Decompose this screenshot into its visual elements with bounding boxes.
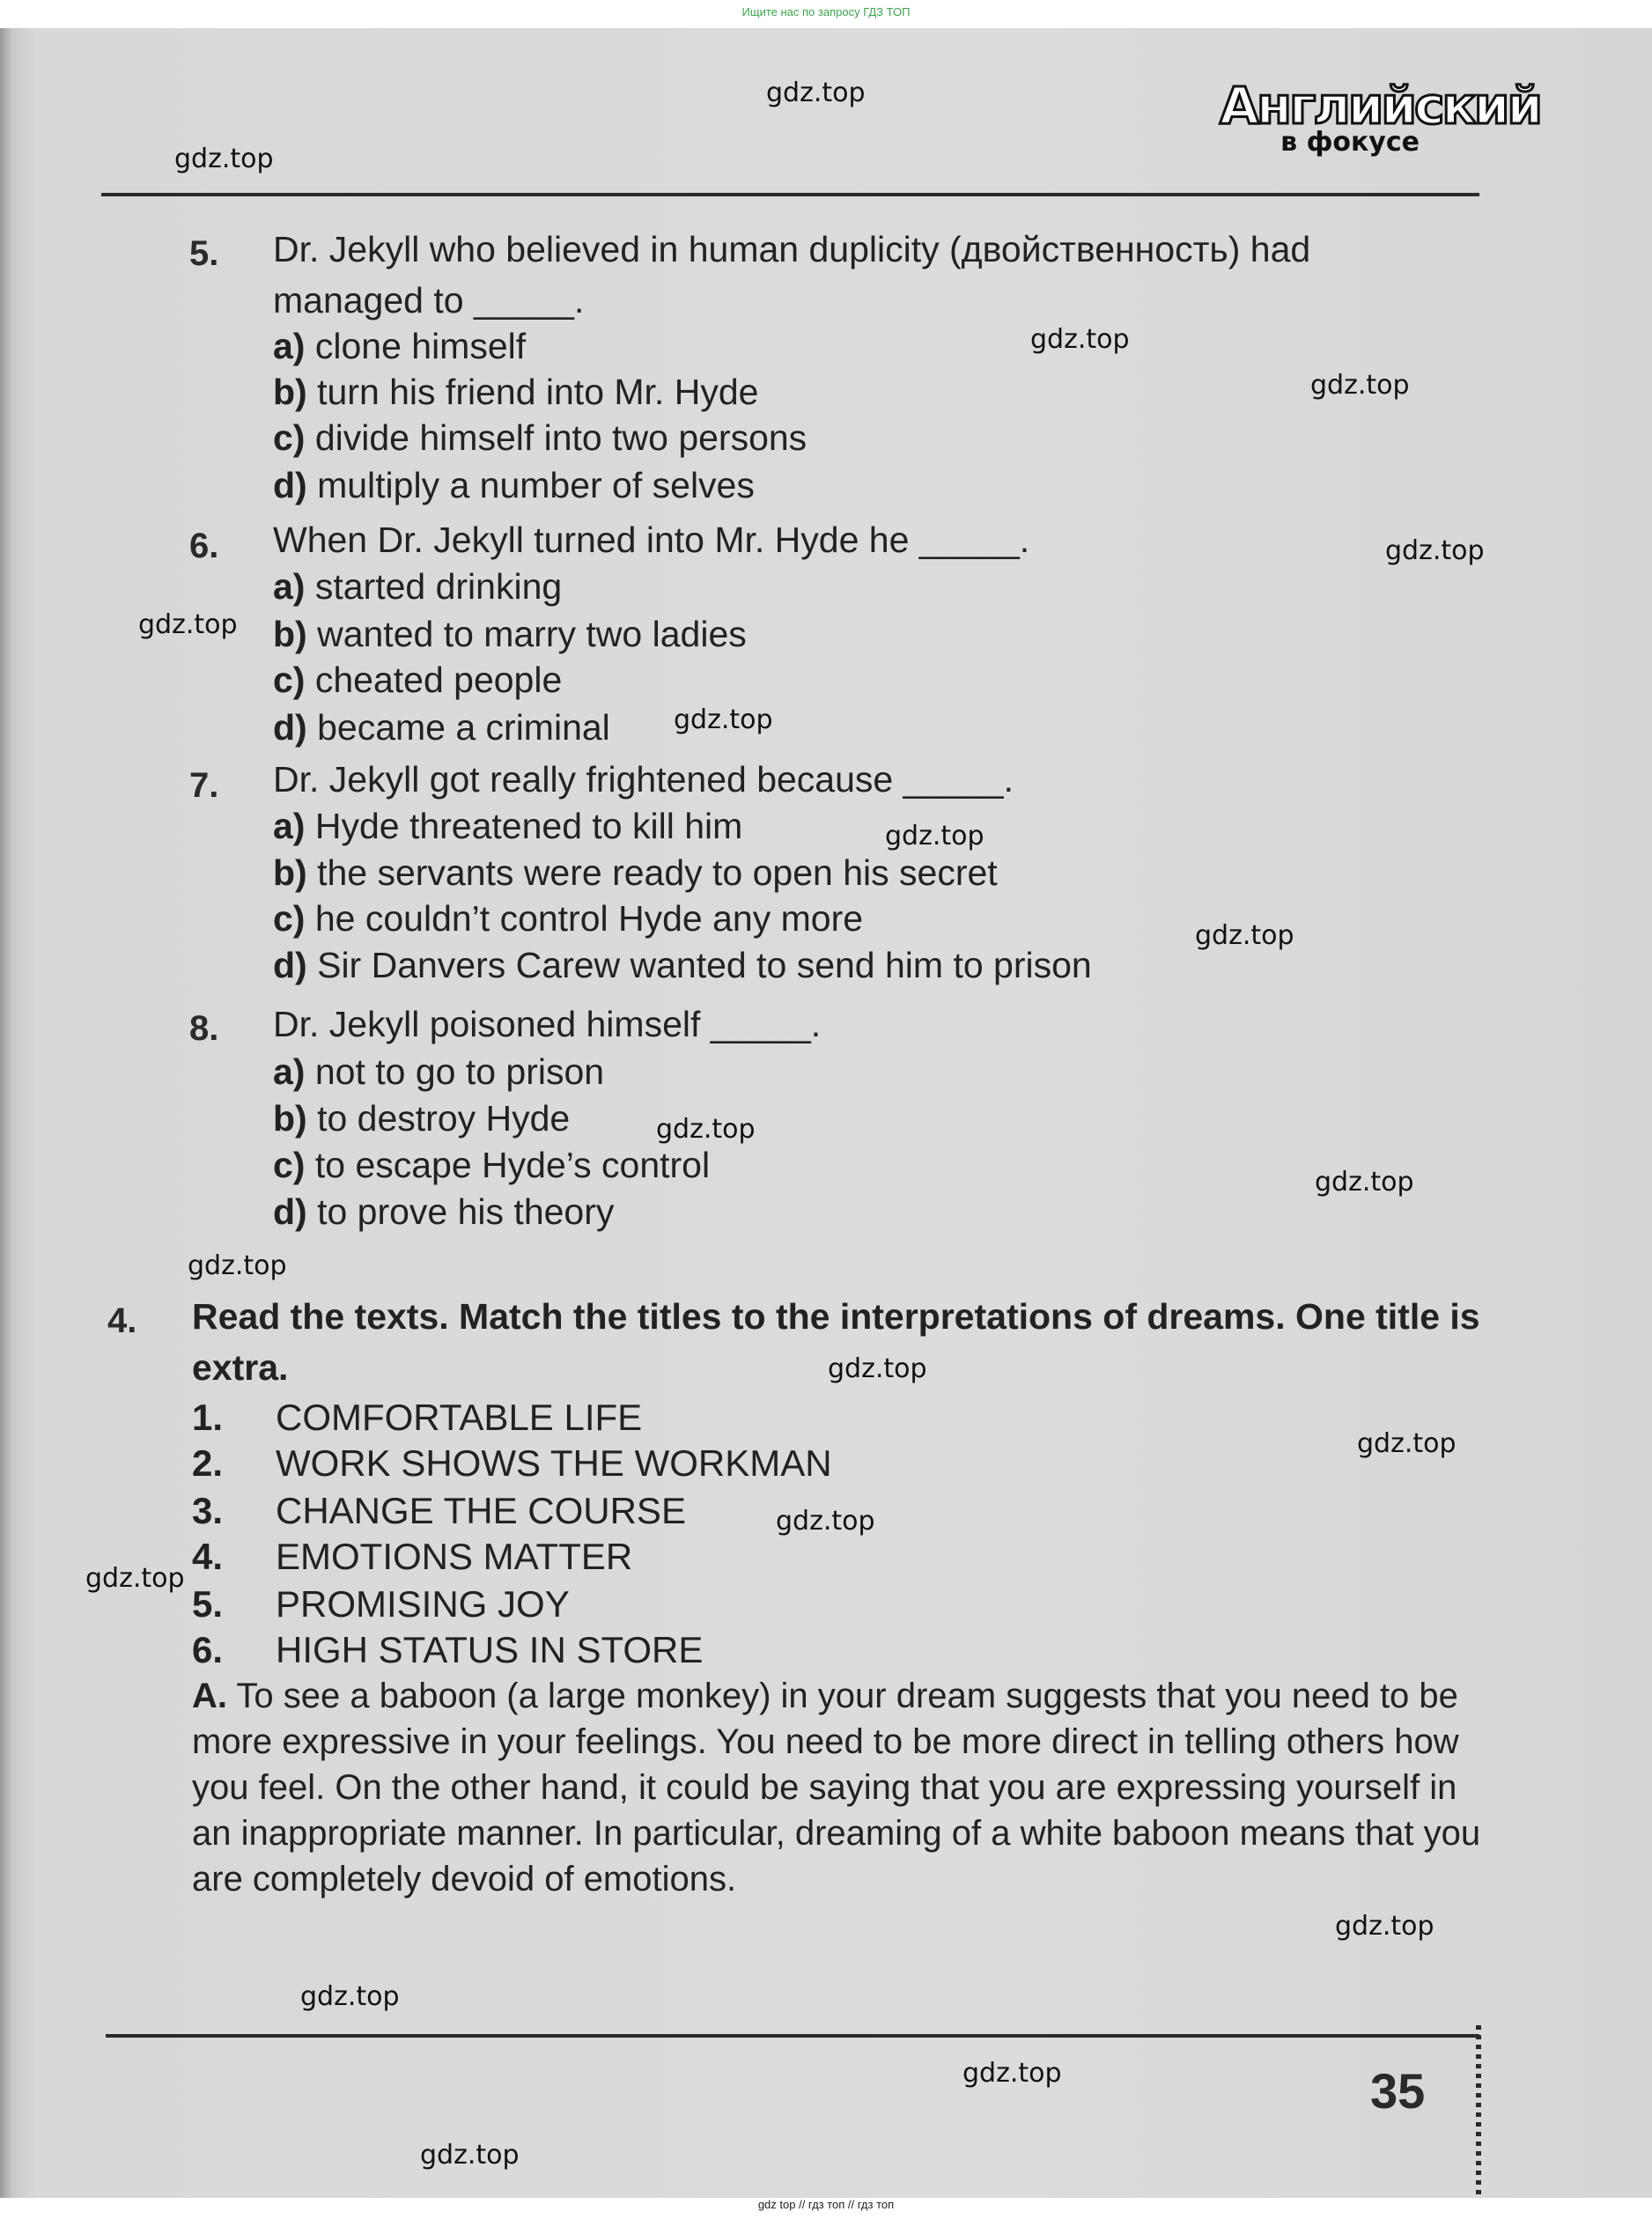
watermark: gdz.top: [420, 2140, 520, 2171]
question-6-option-a: a) started drinking: [273, 566, 563, 607]
question-5-number: 5.: [189, 234, 219, 273]
question-7-option-a: a) Hyde threatened to kill him: [273, 806, 743, 846]
question-8-number: 8.: [189, 1009, 219, 1048]
question-7-text: Dr. Jekyll got really frightened because _____.: [273, 759, 1014, 800]
question-6-number: 6.: [189, 527, 219, 565]
logo-title: Английский: [1220, 76, 1541, 136]
task-4-number: 4.: [107, 1301, 137, 1340]
question-5-option-d: d) multiply a number of selves: [273, 465, 755, 505]
dream-title-5: 5. PROMISING JOY: [192, 1583, 570, 1625]
dream-title-1: 1. COMFORTABLE LIFE: [192, 1397, 643, 1438]
question-8-option-d: d) to prove his theory: [273, 1191, 615, 1232]
question-8-option-c: c) to escape Hyde’s control: [273, 1145, 711, 1185]
watermark: gdz.top: [174, 144, 274, 174]
question-6-option-d: d) became a criminal: [273, 707, 610, 748]
question-8-option-b: b) to destroy Hyde: [273, 1098, 571, 1139]
watermark: gdz.top: [776, 1506, 875, 1537]
bottom-note: gdz top // гдз топ // гдз топ: [757, 2198, 895, 2211]
question-7-option-d: d) Sir Danvers Carew wanted to send him to prison: [273, 945, 1092, 985]
watermark: gdz.top: [1335, 1911, 1434, 1942]
question-6-option-c: c) cheated people: [273, 660, 563, 700]
watermark: gdz.top: [1030, 324, 1130, 355]
watermark: gdz.top: [300, 1981, 400, 2012]
dream-title-6: 6. HIGH STATUS IN STORE: [192, 1629, 704, 1670]
watermark: gdz.top: [885, 821, 985, 851]
question-5-option-c: c) divide himself into two persons: [273, 417, 808, 458]
watermark: gdz.top: [674, 704, 773, 735]
logo-subtitle: в фокусе: [1280, 127, 1420, 158]
page-edge-dots: [1476, 2025, 1481, 2197]
question-5-text-line1: Dr. Jekyll who believed in human duplicity (двойственность) had: [273, 229, 1311, 269]
question-6-text: When Dr. Jekyll turned into Mr. Hyde he _____.: [273, 520, 1030, 560]
watermark: gdz.top: [1357, 1428, 1457, 1459]
question-5-option-a: a) clone himself: [273, 326, 527, 366]
watermark: gdz.top: [138, 609, 238, 640]
dream-title-4: 4. EMOTIONS MATTER: [192, 1536, 633, 1577]
dream-text-a: A. To see a baboon (a large monkey) in your dream suggests that you need to be more expressive in your feelings. You need to be more direct in telling others how you feel. On the other hand, it could be saying that you are expressing yourself in an inappropriate manner. In particular, dreaming of a white baboon means that you are completely devoid of emotions.: [192, 1677, 1481, 1898]
dream-title-3: 3. CHANGE THE COURSE: [192, 1490, 686, 1531]
question-7-option-c: c) he couldn’t control Hyde any more: [273, 898, 864, 939]
book-logo: [1220, 76, 1541, 158]
watermark: gdz.top: [656, 1114, 756, 1145]
watermark: gdz.top: [188, 1250, 287, 1281]
watermark: gdz.top: [1315, 1167, 1414, 1198]
question-8-option-a: a) not to go to prison: [273, 1051, 605, 1092]
watermark: gdz.top: [766, 77, 866, 108]
dream-title-2: 2. WORK SHOWS THE WORKMAN: [192, 1442, 832, 1484]
question-6-option-b: b) wanted to marry two ladies: [273, 614, 747, 654]
task-4-instruction: Read the texts. Match the titles to the interpretations of dreams. One title is extra.: [192, 1296, 1480, 1388]
watermark: gdz.top: [962, 2058, 1062, 2089]
question-5-option-b: b) turn his friend into Mr. Hyde: [273, 372, 759, 412]
question-7-option-b: b) the servants were ready to open his secret: [273, 852, 998, 893]
footer-rule: [106, 2034, 1479, 2038]
watermark: gdz.top: [1385, 535, 1485, 566]
watermark: gdz.top: [85, 1563, 185, 1594]
question-5-text-line2: managed to _____.: [273, 280, 585, 321]
watermark: gdz.top: [1310, 370, 1410, 401]
watermark: gdz.top: [1195, 920, 1294, 951]
question-8-text: Dr. Jekyll poisoned himself _____.: [273, 1004, 822, 1044]
question-7-number: 7.: [189, 766, 219, 805]
top-search-note: Ищите нас по запросу ГДЗ ТОП: [741, 5, 911, 18]
header-rule: [101, 193, 1479, 196]
watermark: gdz.top: [828, 1353, 927, 1384]
page-number: 35: [1370, 2063, 1426, 2119]
